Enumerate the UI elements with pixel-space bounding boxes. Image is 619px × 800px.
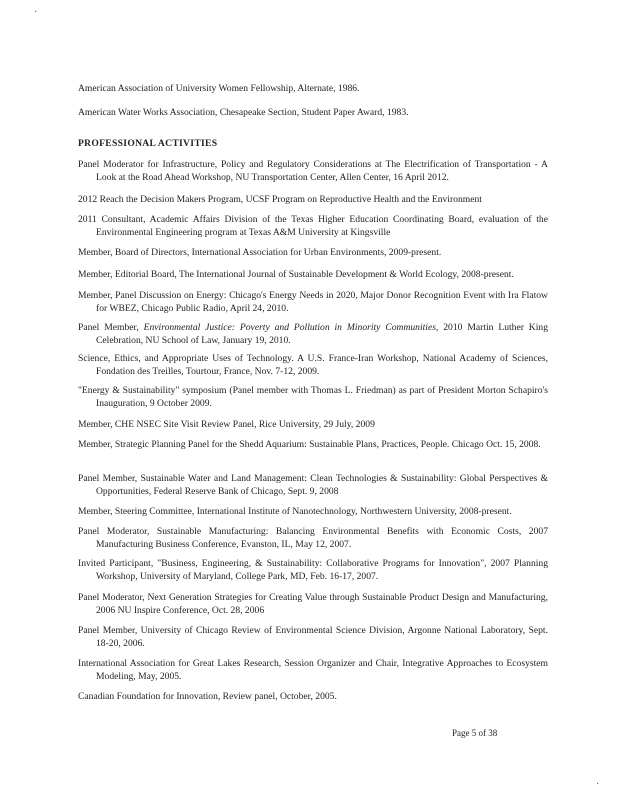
award-aauw: American Association of University Women Fellowship, Alternate, 1986. (78, 83, 360, 94)
scan-mark: · (34, 7, 38, 18)
activity-iaglr: International Association for Great Lakes Research, Session Organizer and Chair, Integrative Approaches to Ecosystem Modeling, May, 2005. (78, 658, 548, 682)
activity-france-iran: Science, Ethics, and Appropriate Uses of Technology. A U.S. France-Iran Workshop, National Academy of Sciences, Fondation des Treilles, Tourtour, France, Nov. 7-12, 2009. (78, 353, 548, 377)
activity-federal-reserve: Panel Member, Sustainable Water and Land Management: Clean Technologies & Sustainability: Global Perspectives & Opportunities, Federal Reserve Bank of Chicago, Sept. 9, 2008 (78, 473, 548, 497)
activity-che-nsec: Member, CHE NSEC Site Visit Review Panel, Rice University, 29 July, 2009 (78, 419, 375, 430)
activity-environmental-justice (78, 321, 548, 347)
activity-shedd: Member, Strategic Planning Panel for the Shedd Aquarium: Sustainable Plans, Practices, People. Chicago Oct. 15, 2008. (78, 439, 541, 450)
award-awwa: American Water Works Association, Chesapeake Section, Student Paper Award, 1983. (78, 107, 409, 118)
activity-manufacturing: Panel Moderator, Sustainable Manufacturing: Balancing Environmental Benefits with Economic Costs, 2007 Manufacturing Business Conference, Evanston, IL, May 12, 2007. (78, 526, 548, 550)
ej-title: Environmental Justice: Poverty and Pollution in Minority Communities (143, 322, 436, 333)
activity-iaue: Member, Board of Directors, International Association for Urban Environments, 2009-present. (78, 247, 442, 258)
activity-maryland: Invited Participant, "Business, Engineering, & Sustainability: Collaborative Programs for Innovation", 2007 Planning Workshop, University of Maryland, College Park, MD, Feb. 16-17, 2007. (78, 558, 548, 582)
activity-energy-symposium: "Energy & Sustainability" symposium (Panel member with Thomas L. Friedman) as part of President Morton Schapiro's Inauguration, 9 October 2009. (78, 385, 548, 409)
activity-nu-inspire: Panel Moderator, Next Generation Strategies for Creating Value through Sustainable Product Design and Manufacturing, 2006 NU Inspire Conference, Oct. 28, 2006 (78, 592, 548, 616)
activity-iin: Member, Steering Committee, International Institute of Nanotechnology, Northwestern University, 2008-present. (78, 506, 512, 517)
activity-electrification: Panel Moderator for Infrastructure, Policy and Regulatory Considerations at The Electrification of Transportation - A Look at the Road Ahead Workshop, NU Transportation Center, Allen Center, 16 April 2012. (78, 159, 548, 183)
section-heading: PROFESSIONAL ACTIVITIES (78, 138, 218, 149)
ej-prefix: Panel Member, (78, 322, 144, 333)
scan-mark-bottom: · (596, 779, 600, 790)
activity-wbez: Member, Panel Discussion on Energy: Chicago's Energy Needs in 2020, Major Donor Recognition Event with Ira Flatow for WBEZ, Chicago Public Radio, April 24, 2010. (78, 290, 548, 314)
activity-ucsf: 2012 Reach the Decision Makers Program, UCSF Program on Reproductive Health and the Environment (78, 194, 482, 205)
ej-suffix: , 2010 Martin Luther King Celebration, NU School of Law, January 19, 2010. (96, 322, 548, 346)
page-number: Page 5 of 38 (452, 728, 498, 738)
activity-texas: 2011 Consultant, Academic Affairs Division of the Texas Higher Education Coordinating Board, evaluation of the Environmental Engineering program at Texas A&M University at Kingsville (78, 214, 548, 238)
activity-editorial: Member, Editorial Board, The International Journal of Sustainable Development & World Ecology, 2008-present. (78, 269, 514, 280)
activity-argonne: Panel Member, University of Chicago Review of Environmental Science Division, Argonne National Laboratory, Sept. 18-20, 2006. (78, 625, 548, 649)
activity-cfi: Canadian Foundation for Innovation, Review panel, October, 2005. (78, 691, 337, 702)
